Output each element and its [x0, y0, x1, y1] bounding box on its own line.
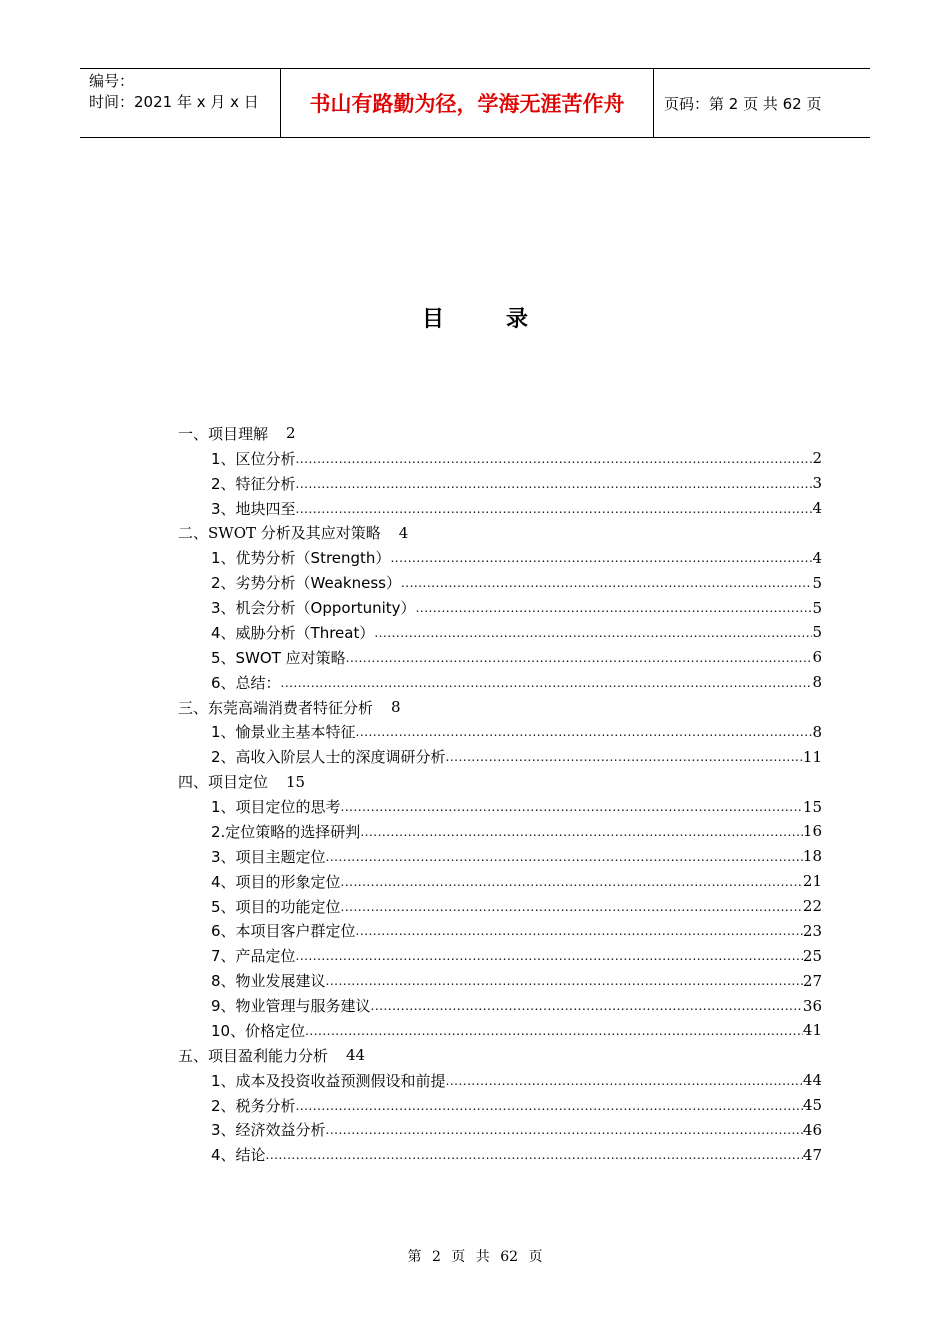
toc-leader-dots: [341, 801, 803, 813]
toc-section-entry[interactable]: [178, 695, 822, 720]
toc-leader-dots: [346, 652, 813, 664]
toc-entry-text: 1、优势分析（Strength）: [211, 549, 391, 568]
toc-page-number: 2: [812, 449, 822, 468]
toc-page-number: 16: [802, 822, 822, 841]
toc-page-number: 8: [812, 722, 822, 741]
toc-subsection-entry[interactable]: [178, 670, 822, 695]
toc-page-number: 4: [398, 523, 409, 542]
toc-section-entry[interactable]: [178, 769, 822, 794]
toc-page-number: 11: [802, 747, 822, 766]
header-page-info: 页码：第 2 页 共 62 页: [664, 94, 822, 113]
date-label: 时间：2021 年 x 月 x 日: [89, 93, 259, 111]
toc-leader-dots: [446, 751, 803, 763]
toc-subsection-entry[interactable]: [178, 844, 822, 869]
toc-entry-text: 三、东莞高端消费者特征分析: [178, 698, 374, 717]
toc-entry-text: 二、SWOT 分析及其应对策略: [178, 524, 381, 543]
toc-subsection-entry[interactable]: [178, 446, 822, 471]
toc-subsection-entry[interactable]: [178, 869, 822, 894]
toc-leader-dots: [281, 677, 813, 689]
toc-page-number: 46: [802, 1120, 822, 1139]
toc-subsection-entry[interactable]: [178, 744, 822, 769]
toc-entry-text: 6、本项目客户群定位: [211, 922, 356, 941]
toc-entry-text: 5、项目的功能定位: [211, 897, 341, 916]
toc-leader-dots: [446, 1075, 803, 1087]
toc-subsection-entry[interactable]: [178, 993, 822, 1018]
toc-leader-dots: [296, 478, 813, 490]
page-footer: 第 2 页 共 62 页: [407, 1249, 543, 1265]
toc-subsection-entry[interactable]: [178, 794, 822, 819]
toc-subsection-entry[interactable]: [178, 943, 822, 968]
toc-entry-text: 9、物业管理与服务建议: [211, 997, 371, 1016]
toc-leader-dots: [356, 726, 813, 738]
toc-leader-dots: [296, 453, 813, 465]
number-label: 编号：: [89, 72, 135, 90]
toc-page-number: 8: [812, 673, 822, 692]
toc-entry-text: 3、机会分析（Opportunity）: [211, 599, 416, 618]
toc-entry-text: 2.定位策略的选择研判: [211, 822, 361, 841]
header-meta: [80, 69, 281, 137]
toc-page-number: 25: [802, 946, 822, 965]
toc-entry-text: 四、项目定位: [178, 773, 269, 792]
toc-leader-dots: [416, 602, 813, 614]
toc-entry-text: 8、物业发展建议: [211, 972, 326, 991]
toc-leader-dots: [356, 925, 803, 937]
toc-leader-dots: [326, 975, 803, 987]
toc-page-number: 5: [812, 573, 822, 592]
toc-leader-dots: [390, 552, 812, 564]
toc-leader-dots: [341, 876, 803, 888]
toc-subsection-entry[interactable]: [178, 720, 822, 745]
toc-entry-text: 5、SWOT 应对策略: [211, 648, 346, 667]
toc-leader-dots: [401, 577, 812, 589]
toc-entry-text: 7、产品定位: [211, 947, 296, 966]
toc-page-number: 47: [802, 1145, 822, 1164]
toc-page-number: 5: [812, 623, 822, 642]
toc-leader-dots: [326, 1124, 803, 1136]
toc-entry-text: 6、总结：: [211, 673, 281, 692]
toc-subsection-entry[interactable]: [178, 645, 822, 670]
toc-leader-dots: [374, 627, 812, 639]
toc-subsection-entry[interactable]: [178, 496, 822, 521]
toc-section-entry[interactable]: [178, 421, 822, 446]
toc-page-number: 45: [802, 1096, 822, 1115]
toc-leader-dots: [296, 1100, 803, 1112]
toc-entry-text: 3、项目主题定位: [211, 847, 326, 866]
toc-page-number: 27: [802, 971, 822, 990]
toc-subsection-entry[interactable]: [178, 595, 822, 620]
toc-leader-dots: [360, 826, 803, 838]
toc-entry-text: 1、愉景业主基本特征: [211, 723, 356, 742]
toc-subsection-entry[interactable]: [178, 968, 822, 993]
toc-subsection-entry[interactable]: [178, 1018, 822, 1043]
toc-entry-text: 4、结论: [211, 1146, 266, 1165]
toc-page-number: 41: [802, 1021, 822, 1040]
toc-entry-text: 2、税务分析: [211, 1096, 296, 1115]
toc-subsection-entry[interactable]: [178, 894, 822, 919]
toc-subsection-entry[interactable]: [178, 471, 822, 496]
toc-page-number: 4: [812, 499, 822, 518]
page-title: 目录: [421, 307, 590, 332]
toc-page-number: 5: [812, 598, 822, 617]
toc-page-number: 3: [812, 474, 822, 493]
toc-entry-text: 3、经济效益分析: [211, 1121, 326, 1140]
toc-leader-dots: [371, 1000, 803, 1012]
toc-page-number: 15: [286, 772, 306, 791]
toc-entry-text: 3、地块四至: [211, 499, 296, 518]
toc-entry-text: 一、项目理解: [178, 424, 269, 443]
toc-subsection-entry[interactable]: [178, 570, 822, 595]
toc-page-number: 22: [802, 897, 822, 916]
toc-leader-dots: [266, 1149, 803, 1161]
toc-page-number: 8: [391, 698, 401, 717]
toc-entry-text: 五、项目盈利能力分析: [178, 1046, 329, 1065]
toc-leader-dots: [305, 1025, 803, 1037]
toc-page-number: 44: [802, 1071, 822, 1090]
toc-entry-text: 1、区位分析: [211, 449, 296, 468]
toc-page-number: 44: [346, 1046, 366, 1065]
toc-subsection-entry[interactable]: [178, 620, 822, 645]
toc-entry-text: 4、威胁分析（Threat）: [211, 623, 375, 642]
toc-leader-dots: [326, 851, 803, 863]
toc-subsection-entry[interactable]: [178, 1142, 822, 1167]
toc-subsection-entry[interactable]: [178, 545, 822, 570]
toc-section-entry[interactable]: [178, 1043, 822, 1068]
toc-entry-text: 4、项目的形象定位: [211, 872, 341, 891]
toc-page-number: 6: [812, 648, 822, 667]
toc-entry-text: 2、劣势分析（Weakness）: [211, 574, 401, 593]
toc-page-number: 15: [802, 797, 822, 816]
toc-subsection-entry[interactable]: [178, 1093, 822, 1118]
toc-page-number: 23: [802, 921, 822, 940]
table-of-contents: [178, 421, 822, 1167]
toc-subsection-entry[interactable]: [178, 1068, 822, 1093]
header-motto: 书山有路勤为径，学海无涯苦作舟: [281, 69, 654, 137]
page-header: [80, 68, 870, 138]
toc-entry-text: 10、价格定位: [211, 1021, 306, 1040]
toc-leader-dots: [296, 503, 813, 515]
toc-subsection-entry[interactable]: [178, 1118, 822, 1143]
toc-page-number: 21: [802, 872, 822, 891]
toc-entry-text: 1、成本及投资收益预测假设和前提: [211, 1071, 446, 1090]
toc-leader-dots: [341, 901, 803, 913]
toc-section-entry[interactable]: [178, 521, 822, 546]
toc-page-number: 2: [286, 424, 296, 443]
toc-page-number: 36: [802, 996, 822, 1015]
toc-entry-text: 2、特征分析: [211, 474, 296, 493]
toc-entry-text: 2、高收入阶层人士的深度调研分析: [211, 748, 446, 767]
toc-subsection-entry[interactable]: [178, 919, 822, 944]
toc-page-number: 18: [802, 847, 822, 866]
toc-subsection-entry[interactable]: [178, 819, 822, 844]
toc-entry-text: 1、项目定位的思考: [211, 798, 341, 817]
toc-leader-dots: [296, 950, 803, 962]
toc-page-number: 4: [812, 548, 822, 567]
